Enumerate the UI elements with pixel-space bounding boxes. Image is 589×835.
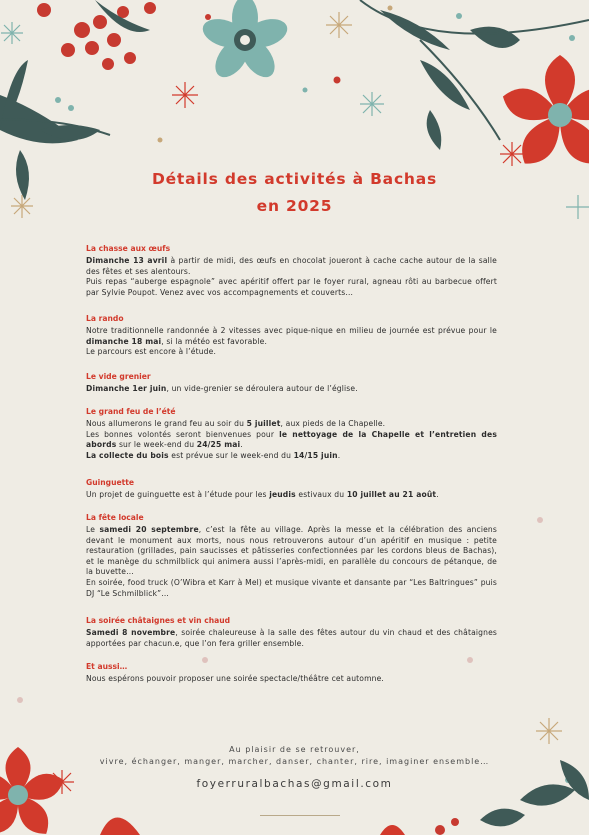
flower-icon [199, 0, 291, 83]
bold-text: samedi 20 septembre [99, 525, 199, 534]
flower-icon [100, 818, 405, 835]
leaf-branch-icon [480, 760, 589, 826]
section-heading: La chasse aux œufs [86, 244, 171, 253]
section-paragraph: Dimanche 13 avril à partir de midi, des œufs en chocolat joueront à cache cache autour de la salle des fêtes et ses alentours. [86, 256, 497, 276]
section-paragraph: En soirée, food truck (O’Wibra et Karr à Mel) et musique vivante et dansante par “Les Baltringues” puis DJ “Le Schmilblick”… [86, 577, 497, 598]
section-paragraph: Nous allumerons le grand feu au soir du 5 juillet, aux pieds de la Chapelle. [86, 419, 386, 428]
section-paragraph: Samedi 8 novembre, soirée chaleureuse à la salle des fêtes autour du vin chaud et des châtaignes apportées par chacun.e, que l’on fera griller ensemble. [86, 628, 497, 648]
footer-line-2: vivre, échanger, manger, marcher, danser, chanter, rire, imaginer ensemble… [99, 757, 490, 766]
section-heading: Guinguette [86, 478, 135, 487]
section-paragraph: Le samedi 20 septembre, c’est la fête au village. Après la messe et la célébration des anciens devant le monument aux morts, nous nous retrouverons autour d’un apéritif en musique : petite restauration (grillades, pain saucisses et pâtisseries confectionnées par les cordons bleus de Bachas), et le manège du schmilblick qui animera aussi l’après-midi, en parallèle du concours de pétanque, de la buvette… [86, 525, 497, 577]
berry-cluster-icon [37, 2, 156, 70]
bold-text: 10 juillet au 21 août [346, 490, 437, 499]
bold-text: 14/15 juin [293, 450, 338, 460]
section-paragraph: La collecte du bois est prévue sur le week-end du 14/15 juin. [86, 450, 341, 460]
bold-text: Dimanche 1er juin [86, 384, 167, 393]
section-paragraph: Puis repas “auberge espagnole” avec apéritif offert par le foyer rural, agneau rôti au barbecue offert par Sylvie Poupot. Venez avec vos accompagnements et couverts… [86, 277, 497, 297]
section-rando [86, 314, 497, 358]
section-chasse-aux-oeufs [86, 244, 497, 298]
bold-text: dimanche 18 mai [86, 336, 162, 346]
section-et-aussi [86, 662, 497, 685]
bold-text: le nettoyage de la Chapelle et l’entretien des abords [86, 429, 497, 450]
section-guinguette [86, 478, 497, 501]
section-vide-grenier [86, 372, 497, 395]
contact-email[interactable]: foyerruralbachas@gmail.com [196, 778, 393, 790]
bold-text: La collecte du bois [86, 450, 169, 460]
berry-cluster-icon [435, 818, 459, 835]
section-heading: Le grand feu de l’été [86, 407, 176, 416]
section-grand-feu [86, 407, 497, 461]
leaf-branch-icon [380, 10, 520, 150]
section-paragraph: Dimanche 1er juin, un vide-grenier se déroulera autour de l’église. [86, 384, 358, 393]
section-chataignes-vin-chaud [86, 616, 497, 649]
section-paragraph: Le parcours est encore à l’étude. [86, 347, 217, 357]
section-paragraph: Un projet de guinguette est à l’étude pour les jeudis estivaux du 10 juillet au 21 août. [86, 490, 439, 499]
bold-text: 5 juillet [246, 419, 281, 428]
bold-text: 24/25 mai [196, 440, 241, 450]
flower-icon [498, 55, 589, 172]
section-paragraph: Les bonnes volontés seront bienvenues pour le nettoyage de la Chapelle et l’entretien des abords sur le week-end du 24/25 mai. [86, 429, 497, 450]
section-heading: La soirée châtaignes et vin chaud [86, 616, 231, 625]
section-heading: Et aussi… [86, 662, 128, 671]
bold-text: Dimanche 13 avril [86, 256, 168, 265]
section-heading: Le vide grenier [86, 372, 151, 381]
section-heading: La rando [86, 314, 124, 323]
section-heading: La fête locale [86, 513, 144, 522]
page-subtitle: en 2025 [256, 197, 333, 215]
star-icon [1, 22, 589, 219]
page-title: Détails des activités à Bachas [151, 170, 438, 188]
section-paragraph: Nous espérons pouvoir proposer une soirée spectacle/théâtre cet automne. [86, 674, 384, 683]
footer-divider [260, 815, 340, 816]
bold-text: jeudis [269, 490, 296, 499]
footer-line-1: Au plaisir de se retrouver, [229, 745, 360, 754]
section-paragraph: Notre traditionnelle randonnée à 2 vitesses avec pique-nique en milieu de journée est prévue pour le dimanche 18 mai, si la météo est favorable. [86, 326, 497, 346]
section-fete-locale [86, 513, 497, 599]
bold-text: Samedi 8 novembre [86, 628, 176, 637]
